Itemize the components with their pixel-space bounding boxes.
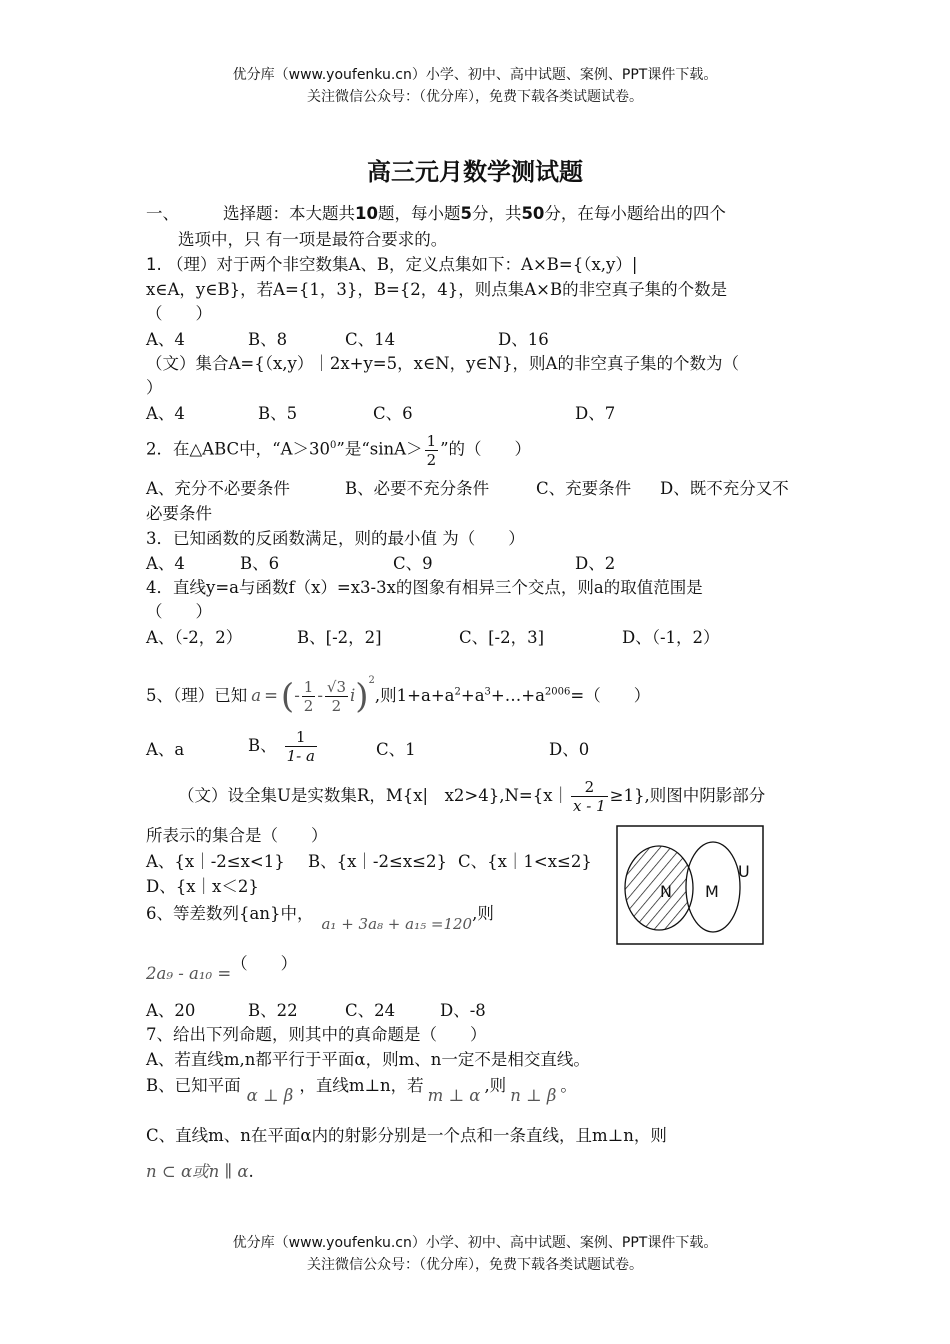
q7-option-c: C、直线m、n在平面α内的射影分别是一个点和一条直线，且m⊥n，则 [146, 1126, 667, 1145]
q2-post: ”的（ ） [440, 439, 532, 459]
q4-opt-a: A、（-2，2） [146, 628, 243, 647]
q4-opt-d: D、（-1，2） [622, 628, 720, 647]
q7-b-end: 。 [560, 1076, 577, 1095]
section-post: 分，在每小题给出的四个 [544, 204, 726, 223]
q1-wen-a: A、4 [146, 404, 185, 423]
q7-b-mid: ，直线m⊥n，若 [299, 1076, 424, 1095]
q2-opt-c: C、充要条件 [536, 479, 632, 498]
q6-opt-a: A、20 [146, 1001, 196, 1020]
q1-num: 1. [146, 255, 162, 274]
q5-opt-b-label: B、 [248, 736, 277, 755]
q6-line-1 [146, 900, 494, 933]
q5-sup-2: 2 [454, 686, 461, 698]
q2-mid: ”是“sinA＞ [336, 439, 423, 459]
venn-label-u: U [738, 862, 750, 881]
q3-opt-b: B、6 [240, 554, 280, 573]
q2-opt-a: A、充分不必要条件 [146, 479, 290, 498]
q5-optb-den: 1- a [286, 747, 315, 765]
q3-text: 3．已知函数的反函数满足，则的最小值 为（ ） [146, 529, 525, 548]
q3-opt-a: A、4 [146, 554, 185, 573]
q3-opt-d: D、2 [575, 554, 616, 573]
q7-b-formula-2: m ⊥ α [427, 1086, 481, 1105]
q4-line-2: （ ） [146, 602, 212, 621]
section-heading [146, 200, 726, 224]
q5-frac-1 [302, 678, 316, 715]
q5-frac2-den: 2 [331, 697, 342, 715]
q5-minus-1: - [294, 686, 300, 705]
q5-wen-d: D、{x｜x＜2} [146, 877, 259, 896]
q2-opt-d: D、既不充分又不 [660, 479, 789, 498]
q7-b-formula-1: α ⊥ β [246, 1086, 294, 1105]
q1-opt-b: B、8 [248, 330, 288, 349]
q5-opt-b [248, 723, 319, 769]
q5-wen-b: B、{x｜-2≤x≤2} [308, 852, 447, 871]
q1-wen-d: D、7 [575, 404, 616, 423]
header-line-2: 关注微信公众号：（优分库），免费下载各类试题试卷。 [307, 89, 643, 105]
q5-opt-d: D、0 [549, 740, 590, 759]
q5-wen-line-1 [178, 774, 765, 818]
q7-b-formula-3: n ⊥ β [510, 1086, 557, 1105]
q5-wen-post: ≥1},则图中阴影部分 [609, 786, 766, 805]
section-total: 50 [521, 204, 545, 223]
q1-wen-line-2: ） [146, 378, 163, 397]
q7-b-mid2: ,则 [484, 1076, 507, 1095]
venn-diagram [616, 825, 764, 945]
section-line-2: 选项中，只 有一项是最符合要求的。 [178, 230, 448, 249]
q6-line2-paren: （ ） [231, 954, 298, 973]
q4-line-1: 4．直线y=a与函数f（x）=x3-3x的图象有相异三个交点，则a的取值范围是 [146, 578, 703, 597]
q7-c-end: . [248, 1162, 254, 1181]
q6-line-2 [146, 950, 298, 983]
q2-frac-den: 2 [426, 450, 437, 469]
q5-wen-line-2: 所表示的集合是（ ） [146, 826, 328, 845]
q5-p3: +…+a [490, 686, 545, 705]
q7-option-c-cont [146, 1158, 254, 1182]
footer-line-1: 优分库（www.youfenku.cn）小学、初中、高中试题、案例、PPT课件下载。 [232, 1235, 718, 1251]
q5-right-paren: ) [355, 676, 369, 717]
q2-fraction [425, 432, 439, 469]
q7-line-1: 7、给出下列命题，则其中的真命题是（ ） [146, 1025, 487, 1044]
q5-wen-frac-den: x - 1 [573, 797, 606, 815]
q1-line-3: （ ） [146, 304, 212, 323]
q6-opt-d: D、-8 [440, 1001, 486, 1020]
q5-frac1-den: 2 [303, 697, 314, 715]
q5-opt-c: C、1 [376, 740, 416, 759]
q5-optb-num: 1 [285, 728, 317, 747]
section-count: 10 [355, 204, 378, 223]
section-score: 5 [460, 204, 472, 223]
q5-pre: 5、（理）已知 [146, 686, 248, 705]
q5-wen-c: C、{x｜1<x≤2} [458, 852, 592, 871]
q1-line-2: x∈A，y∈B}，若A={1，3}，B={2，4}，则点集A×B的非空真子集的个数是 [146, 280, 728, 299]
q6-formula: a₁ + 3a₈ + a₁₅ =120 [321, 915, 473, 933]
q1-wen-line-1: （文）集合A={（x,y）｜2x+y=5，x∈N，y∈N}，则A的非空真子集的个数为（ [146, 354, 739, 373]
header-line-1: 优分库（www.youfenku.cn）小学、初中、高中试题、案例、PPT课件下载。 [232, 67, 718, 83]
q6-pre: 6、等差数列{an}中， [146, 904, 314, 923]
q5-post-end: =（ ） [570, 686, 651, 705]
q1-opt-a: A、4 [146, 330, 185, 349]
q3-opt-c: C、9 [393, 554, 433, 573]
footer-line-2: 关注微信公众号：（优分库），免费下载各类试题试卷。 [307, 1257, 643, 1273]
q5-frac1-num: 1 [303, 678, 314, 696]
q5-opt-b-frac [285, 728, 317, 765]
q7-option-b [146, 1072, 577, 1105]
q5-frac2-num: √3 [326, 678, 346, 696]
section-mid1: 题，每小题 [377, 204, 461, 223]
q5-sup-3: 3 [484, 686, 491, 698]
q1-wen-c: C、6 [373, 404, 413, 423]
q5-opt-a: A、a [146, 740, 185, 759]
q4-opt-c: C、[-2，3] [459, 628, 545, 647]
venn-label-n: N [660, 882, 672, 901]
section-num: 一、 [146, 204, 179, 223]
q6-opt-c: C、24 [345, 1001, 396, 1020]
q2-line [146, 426, 531, 470]
q5-wen-frac [571, 778, 608, 815]
section-mid2: 分，共 [471, 204, 522, 223]
q4-opt-b: B、[-2，2] [297, 628, 382, 647]
q5-wen-frac-num: 2 [571, 778, 608, 797]
q5-left-paren: ( [280, 676, 295, 717]
q1-opt-c: C、14 [345, 330, 396, 349]
q5-wen-a: A、{x｜-2≤x<1} [146, 852, 285, 871]
venn-label-m: M [705, 882, 719, 901]
q7-b-pre: B、已知平面 [146, 1076, 241, 1095]
q1-wen-b: B、5 [258, 404, 298, 423]
q2-frac-num: 1 [426, 431, 437, 450]
q5-sup-2006: 2006 [544, 686, 571, 698]
q5-exp: 2 [368, 675, 375, 686]
q5-i: i [350, 686, 356, 705]
q6-post: ,则 [472, 904, 494, 923]
q5-post-pre: ,则1+a+a [374, 686, 455, 705]
q5-a-var: a [251, 686, 262, 705]
q2-opt-b: B、必要不充分条件 [345, 479, 490, 498]
q5-frac-2 [325, 678, 348, 715]
q6-opt-b: B、22 [248, 1001, 298, 1020]
q5-minus-2: - [317, 686, 323, 705]
q7-option-a: A、若直线m,n都平行于平面α，则m、n一定不是相交直线。 [146, 1050, 590, 1069]
q5-eq: = [264, 686, 278, 705]
page-title: 高三元月数学测试题 [367, 158, 583, 186]
q2-pre: 2．在△ABC中，“A＞30 [146, 439, 331, 459]
q5-line [146, 656, 651, 717]
q5-p2: +a [460, 686, 485, 705]
q2-opt-d-cont: 必要条件 [146, 504, 212, 523]
q5-wen-pre: （文）设全集U是实数集R，M{x| x2>4},N={x｜ [178, 786, 570, 805]
q6-line2-formula: 2a₉ - a₁₀ = [146, 964, 232, 983]
q2-sup: 0 [330, 440, 337, 451]
q1-line-1 [146, 251, 637, 275]
section-pre: 选择题：本大题共 [223, 204, 355, 223]
q1-text-1: （理）对于两个非空数集A、B，定义点集如下：A×B={（x,y）| [167, 255, 638, 274]
q7-c-formula: n ⊂ α或n ∥ α [146, 1162, 249, 1181]
q1-opt-d: D、16 [498, 330, 549, 349]
